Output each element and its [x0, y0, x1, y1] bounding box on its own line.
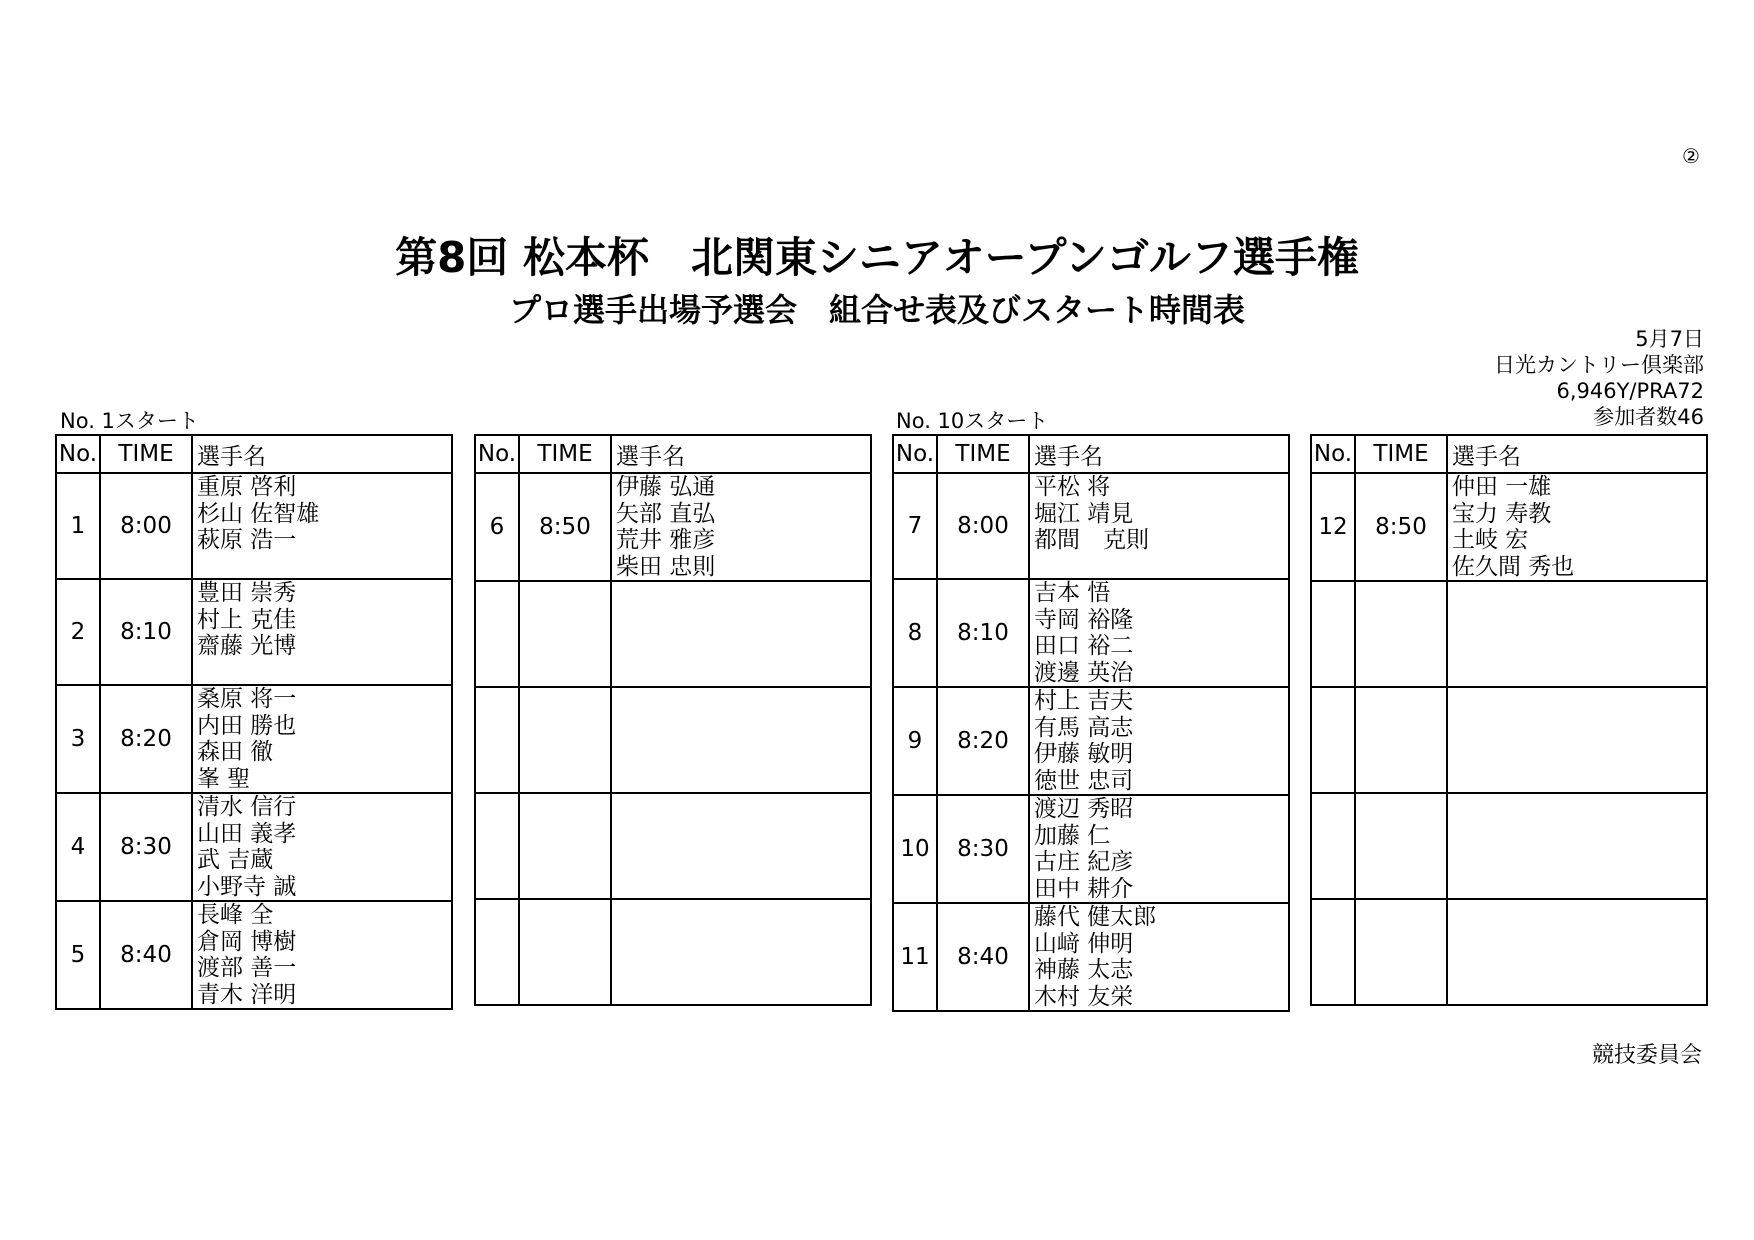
- player-name: 渡邊 英治: [1034, 659, 1134, 686]
- player-name: 山﨑 伸明: [1034, 930, 1134, 957]
- table-row: [893, 579, 1289, 687]
- table-row: [1311, 793, 1707, 899]
- tee-time: [519, 687, 611, 793]
- player-list: [1029, 687, 1289, 795]
- group-number: [1311, 899, 1355, 1005]
- player-list: [1029, 795, 1289, 903]
- player-name: 田中 耕介: [1034, 875, 1134, 902]
- player-name: 吉本 悟: [1034, 580, 1111, 606]
- header-no: No.: [1311, 435, 1355, 473]
- player-name: 古庄 紀彦: [1034, 849, 1134, 875]
- player-name: 齋藤 光博: [197, 633, 297, 659]
- player-name: 倉岡 博樹: [197, 928, 297, 955]
- tee-time: 8:30: [937, 795, 1029, 903]
- player-name: 徳世 忠司: [1034, 767, 1134, 794]
- player-list: [1447, 687, 1707, 793]
- player-name: 平松 将: [1034, 474, 1111, 500]
- player-name: 武 吉蔵: [197, 847, 274, 873]
- group-number: [475, 899, 519, 1005]
- player-name: 神藤 太志: [1034, 957, 1134, 983]
- player-name: 青木 洋明: [197, 981, 297, 1008]
- tee-time: [519, 793, 611, 899]
- table-header-row: [475, 435, 871, 473]
- player-name: 村上 吉夫: [1034, 688, 1134, 714]
- group-number: [475, 581, 519, 687]
- tee-time: 8:50: [519, 473, 611, 581]
- header-time: TIME: [519, 435, 611, 473]
- player-name: 峯 聖: [197, 765, 251, 792]
- player-name: 荒井 雅彦: [616, 527, 716, 553]
- group-number: 12: [1311, 473, 1355, 581]
- player-name: 都間 克則: [1034, 527, 1149, 553]
- player-name: 内田 勝也: [197, 712, 297, 739]
- tee-time: 8:20: [937, 687, 1029, 795]
- table-header-row: [893, 435, 1289, 473]
- group-number: 9: [893, 687, 937, 795]
- player-name: 小野寺 誠: [197, 873, 297, 900]
- group-number: [1311, 793, 1355, 899]
- course-spec: 6,946Y/PRA72: [1556, 379, 1704, 403]
- player-list: [1447, 473, 1707, 581]
- header-no: No.: [893, 435, 937, 473]
- player-name: 重原 啓利: [197, 474, 297, 500]
- player-list: [611, 793, 871, 899]
- tee-time: 8:40: [937, 903, 1029, 1011]
- tee-time: 8:30: [100, 793, 192, 901]
- player-list: [611, 687, 871, 793]
- group-number: 5: [56, 901, 100, 1009]
- player-name: 村上 克佳: [197, 606, 297, 633]
- player-list: [1447, 581, 1707, 687]
- player-list: [611, 473, 871, 581]
- page-subtitle: プロ選手出場予選会 組合せ表及びスタート時間表: [508, 291, 1245, 329]
- player-name: 渡辺 秀昭: [1034, 796, 1134, 822]
- pairing-table: [55, 434, 453, 1010]
- tee-time: 8:10: [937, 579, 1029, 687]
- group-number: 4: [56, 793, 100, 901]
- group-number: 7: [893, 473, 937, 579]
- player-list: [192, 901, 452, 1009]
- tee-time: [1355, 687, 1447, 793]
- group-number: [475, 687, 519, 793]
- start-label-no1: No. 1スタート: [60, 409, 199, 433]
- table-header-row: [1311, 435, 1707, 473]
- table-row: [1311, 899, 1707, 1005]
- tee-time: [1355, 793, 1447, 899]
- table-row: [893, 795, 1289, 903]
- player-list: [192, 579, 452, 685]
- table-row: [475, 473, 871, 581]
- player-name: 寺岡 裕隆: [1034, 606, 1134, 633]
- player-name: 堀江 靖見: [1034, 500, 1134, 527]
- table-row: [893, 473, 1289, 579]
- player-name: 萩原 浩一: [197, 527, 297, 553]
- tee-time: 8:50: [1355, 473, 1447, 581]
- player-list: [1029, 903, 1289, 1011]
- start-label-no10: No. 10スタート: [896, 409, 1049, 433]
- tee-time: [1355, 581, 1447, 687]
- header-name: 選手名: [1447, 435, 1707, 473]
- table-row: [475, 899, 871, 1005]
- table-row: [893, 687, 1289, 795]
- table-row: [475, 793, 871, 899]
- player-name: 桑原 将一: [197, 686, 297, 712]
- player-name: 矢部 直弘: [616, 500, 716, 527]
- table-row: [56, 901, 452, 1009]
- tee-time: 8:40: [100, 901, 192, 1009]
- group-number: 2: [56, 579, 100, 685]
- player-list: [611, 581, 871, 687]
- player-name: 柴田 忠則: [616, 553, 716, 580]
- player-name: 田口 裕二: [1034, 633, 1134, 659]
- player-name: 有馬 高志: [1034, 714, 1134, 741]
- header-no: No.: [56, 435, 100, 473]
- tee-time: 8:20: [100, 685, 192, 793]
- table-row: [56, 473, 452, 579]
- table-row: [56, 793, 452, 901]
- player-name: 伊藤 弘通: [616, 474, 716, 500]
- page-number: ②: [1682, 144, 1700, 168]
- tee-time: 8:00: [937, 473, 1029, 579]
- header-time: TIME: [937, 435, 1029, 473]
- player-name: 木村 友栄: [1034, 983, 1134, 1010]
- group-number: [475, 793, 519, 899]
- header-time: TIME: [100, 435, 192, 473]
- header-time: TIME: [1355, 435, 1447, 473]
- player-list: [1447, 899, 1707, 1005]
- table-row: [1311, 473, 1707, 581]
- player-name: 豊田 崇秀: [197, 580, 297, 606]
- event-info: [1494, 326, 1704, 430]
- tee-time: [519, 899, 611, 1005]
- table-row: [56, 685, 452, 793]
- player-name: 清水 信行: [197, 794, 297, 820]
- tee-time: 8:00: [100, 473, 192, 579]
- event-date: 5月7日: [1635, 327, 1704, 351]
- table-row: [1311, 581, 1707, 687]
- player-name: 渡部 善一: [197, 955, 297, 981]
- participant-count: 参加者数46: [1593, 405, 1704, 429]
- player-name: 土岐 宏: [1452, 527, 1529, 553]
- header-name: 選手名: [192, 435, 452, 473]
- player-name: 宝力 寿教: [1452, 500, 1552, 527]
- event-venue: 日光カントリー倶楽部: [1494, 353, 1704, 377]
- table-row: [475, 581, 871, 687]
- tee-time: [519, 581, 611, 687]
- player-list: [611, 899, 871, 1005]
- player-list: [192, 685, 452, 793]
- player-name: 伊藤 敏明: [1034, 741, 1134, 767]
- tee-time: 8:10: [100, 579, 192, 685]
- player-name: 杉山 佐智雄: [197, 500, 320, 527]
- group-number: 10: [893, 795, 937, 903]
- player-list: [1029, 473, 1289, 579]
- group-number: [1311, 687, 1355, 793]
- pairing-table: [474, 434, 872, 1006]
- table-header-row: [56, 435, 452, 473]
- player-name: 森田 徹: [197, 739, 274, 765]
- group-number: [1311, 581, 1355, 687]
- player-name: 佐久間 秀也: [1452, 553, 1575, 580]
- table-row: [475, 687, 871, 793]
- header-no: No.: [475, 435, 519, 473]
- player-name: 加藤 仁: [1034, 822, 1111, 849]
- table-row: [893, 903, 1289, 1011]
- tee-time: [1355, 899, 1447, 1005]
- player-name: 山田 義孝: [197, 820, 297, 847]
- header-name: 選手名: [611, 435, 871, 473]
- player-name: 長峰 全: [197, 902, 274, 928]
- group-number: 6: [475, 473, 519, 581]
- player-name: 仲田 一雄: [1452, 474, 1552, 500]
- group-number: 3: [56, 685, 100, 793]
- pairing-table: [1310, 434, 1708, 1006]
- table-row: [56, 579, 452, 685]
- header-name: 選手名: [1029, 435, 1289, 473]
- player-list: [1447, 793, 1707, 899]
- player-name: 藤代 健太郎: [1034, 904, 1157, 930]
- pairing-table: [892, 434, 1290, 1012]
- page-title: 第8回 松本杯 北関東シニアオープンゴルフ選手権: [395, 233, 1359, 282]
- group-number: 1: [56, 473, 100, 579]
- player-list: [192, 473, 452, 579]
- player-list: [192, 793, 452, 901]
- group-number: 8: [893, 579, 937, 687]
- player-list: [1029, 579, 1289, 687]
- committee-signature: 競技委員会: [1591, 1043, 1702, 1068]
- group-number: 11: [893, 903, 937, 1011]
- table-row: [1311, 687, 1707, 793]
